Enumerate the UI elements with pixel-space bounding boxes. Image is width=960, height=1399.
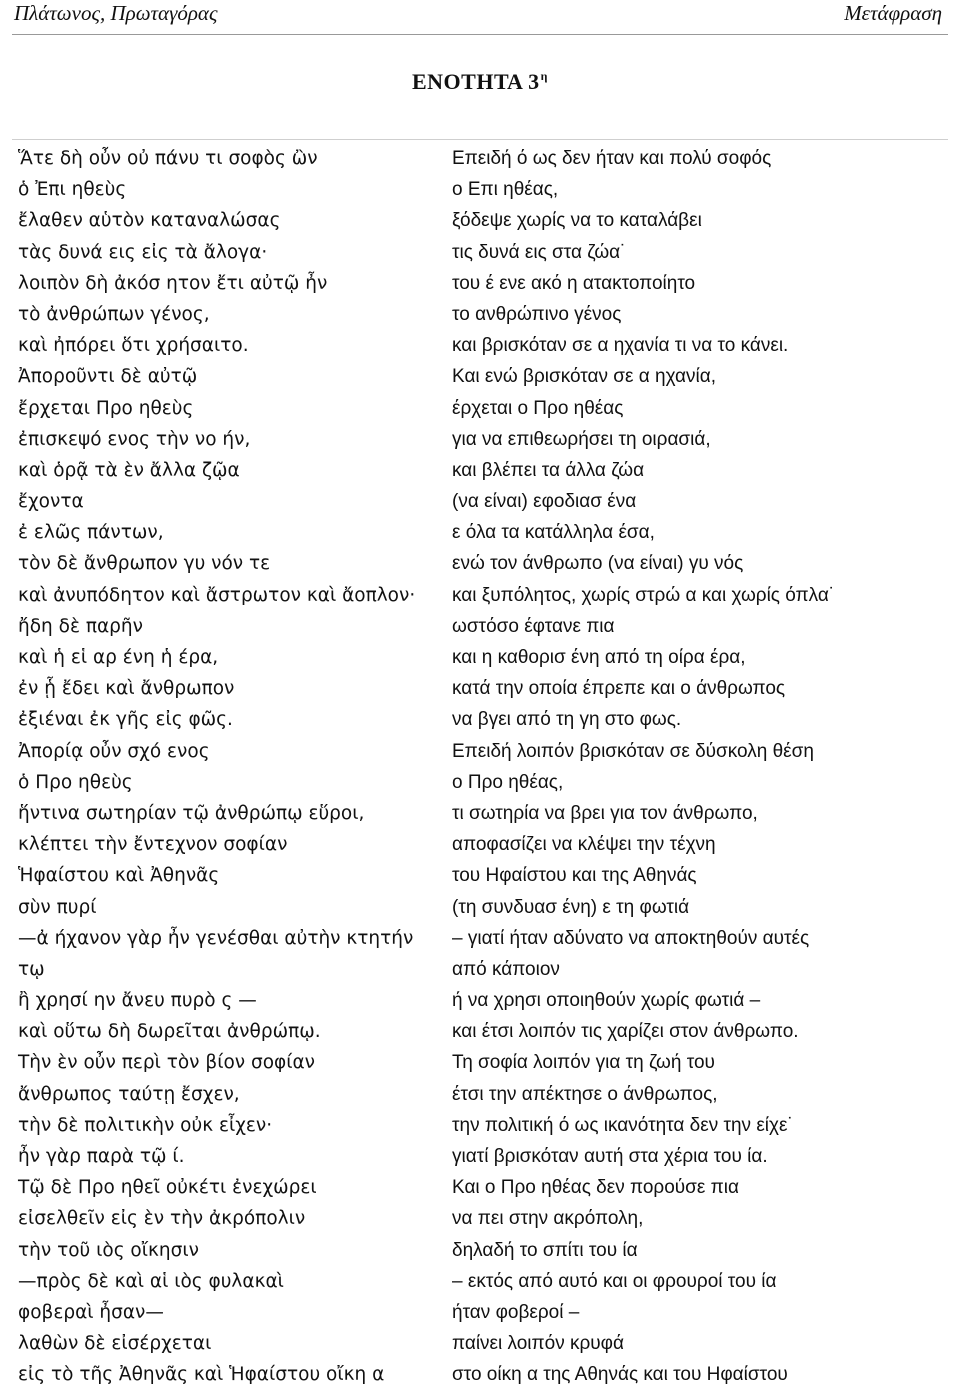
translation-line: Επειδή λοιπόν βρισκόταν σε δύσκολη θέση (452, 740, 814, 762)
ancient-text-line: ἐξιέναι ἐκ γῆς εἰς φῶς. (18, 709, 233, 731)
ancient-text-line: ἔχοντα (18, 491, 84, 513)
translation-line: – γιατί ήταν αδύνατο να αποκτηθούν αυτές (452, 927, 810, 949)
header-work-title: Πλάτωνος, Πρωταγόρας (14, 1, 218, 25)
translation-line: Τη σοφία λοιπόν για τη ζωή του (452, 1052, 715, 1074)
ancient-text-line: ἐν ᾗ ἔδει καὶ ἄνθρωπον (18, 678, 235, 700)
translation-line: ξόδεψε χωρίς να το καταλάβει (452, 210, 702, 232)
ancient-text-column (18, 143, 438, 1391)
ancient-text-line: ἢ χρησί ην ἄνευ πυρὸ ς — (18, 990, 257, 1012)
translation-line: κατά την οποία έπρεπε και ο άνθρωπος (452, 678, 786, 700)
translation-line: ή να χρησι οποιηθούν χωρίς φωτιά – (452, 990, 761, 1012)
translation-line: Επειδή ό ως δεν ήταν και πολύ σοφός (452, 148, 772, 169)
header-translation-label: Μετάφραση (844, 1, 942, 25)
ancient-text-line: ὁ Ἐπι ηθεὺς (18, 179, 127, 201)
ancient-text-line: λοιπὸν δὴ ἀκόσ ητον ἔτι αὐτῷ ἦν (18, 272, 328, 294)
ancient-text-line: ἐπισκεψό ενος τὴν νο ήν, (18, 428, 251, 450)
ancient-text-line: Ἡφαίστου καὶ Ἀθηνᾶς (18, 865, 220, 887)
translation-line: το ανθρώπινο γένος (452, 303, 622, 325)
translation-line: ήταν φοβεροί – (452, 1301, 580, 1323)
ancient-text-line: ἄνθρωπος ταύτῃ ἔσχεν, (18, 1083, 240, 1105)
translation-line: του Ηφαίστου και της Αθηνάς (452, 865, 697, 887)
header-divider (12, 34, 948, 35)
translation-line: για να επιθεωρήσει τη οιρασιά, (452, 428, 711, 450)
ancient-text-line: —ἀ ήχανον γὰρ ἦν γενέσθαι αὐτὴν κτητήν (18, 927, 414, 949)
translation-line: και η καθορισ ένη από τη οίρα έρα, (452, 647, 746, 668)
section-title (0, 69, 960, 95)
ancient-text-line: τὸν δὲ ἄνθρωπον γυ νόν τε (18, 553, 271, 575)
translation-line: στο οίκη α της Αθηνάς και του Ηφαίστου (452, 1364, 788, 1386)
ancient-text-line: ἥντινα σωτηρίαν τῷ ἀνθρώπῳ εὕροι, (18, 802, 365, 824)
translation-line: να πει στην ακρόπολη, (452, 1208, 644, 1230)
translation-line: τι σωτηρία να βρει για τον άνθρωπο, (452, 802, 758, 824)
translation-line: ο Επι ηθέας, (452, 179, 559, 201)
ancient-text-line: ἦν γὰρ παρὰ τῷ ί. (18, 1146, 185, 1167)
translation-line: δηλαδή το σπίτι του ία (452, 1239, 638, 1261)
translation-line: Και ο Προ ηθέας δεν πορούσε πια (452, 1177, 739, 1199)
translation-line: και βρισκόταν σε α ηχανία τι να το κάνει. (452, 335, 789, 357)
translation-line: να βγει από τη γη στο φως. (452, 709, 682, 731)
ancient-text-line: καὶ ἀνυπόδητον καὶ ἄστρωτον καὶ ἄοπλον· (18, 584, 416, 606)
ancient-text-line: τὴν τοῦ ιὸς οἴκησιν (18, 1239, 199, 1261)
translation-line: Και ενώ βρισκόταν σε α ηχανία, (452, 366, 716, 388)
translation-line: έρχεται ο Προ ηθέας (452, 397, 624, 419)
translation-line: και βλέπει τα άλλα ζώα (452, 459, 645, 481)
translation-line: και ξυπόλητος, χωρίς στρώ α και χωρίς όπλα˙ (452, 584, 836, 606)
translation-line: γιατί βρισκόταν αυτή στα χέρια του ία. (452, 1146, 768, 1167)
translation-line: ο Προ ηθέας, (452, 771, 564, 793)
ancient-text-line: Ἀπορίᾳ οὖν σχό ενος (18, 740, 210, 762)
ancient-text-line: φοβεραὶ ἦσαν— (18, 1301, 164, 1323)
ancient-text-line: τὴν δὲ πολιτικὴν οὐκ εἶχεν· (18, 1114, 273, 1136)
translation-line: ωστόσο έφτανε πια (452, 615, 615, 637)
ancient-text-line: τὰς δυνά εις εἰς τὰ ἄλογα· (18, 241, 268, 263)
ancient-text-line: τῳ (18, 958, 45, 980)
translation-line: του έ ενε ακό η ατακτοποίητο (452, 272, 696, 294)
ancient-text-line: καὶ ἡ εἱ αρ ένη ἡ έρα, (18, 647, 219, 668)
translation-line: – εκτός από αυτό και οι φρουροί του ία (452, 1270, 777, 1292)
ancient-text-line: λαθὼν δὲ εἰσέρχεται (18, 1333, 212, 1355)
section-title-suffix: η (540, 69, 548, 83)
ancient-text-line: καὶ οὕτω δὴ δωρεῖται ἀνθρώπῳ. (18, 1021, 321, 1043)
translation-line: παίνει λοιπόν κρυφά (452, 1333, 624, 1355)
translation-line: την πολιτική ό ως ικανότητα δεν την είχε˙ (452, 1114, 794, 1136)
ancient-text-line: ὁ Προ ηθεὺς (18, 771, 133, 793)
ancient-text-line: ἔλαθεν αὑτὸν καταναλώσας (18, 210, 281, 232)
ancient-text-line: Ἅτε δὴ οὖν οὐ πάνυ τι σοφὸς ὢν (18, 148, 318, 169)
translation-line: και έτσι λοιπόν τις χαρίζει στον άνθρωπο. (452, 1021, 799, 1043)
ancient-text-line: καὶ ὁρᾷ τὰ ὲν ἄλλα ζῷα (18, 459, 240, 481)
translation-line: αποφασίζει να κλέψει την τέχνη (452, 834, 716, 856)
ancient-text-line: εἰς τὸ τῆς Ἀθηνᾶς καὶ Ἡφαίστου οἴκη α (18, 1364, 385, 1386)
page-header (0, 0, 960, 30)
ancient-text-line: κλέπτει τὴν ἔντεχνον σοφίαν (18, 834, 288, 856)
section-title-text: ΕΝΟΤΗΤΑ 3 (412, 69, 540, 94)
ancient-text-line: τὸ ἀνθρώπων γένος, (18, 303, 210, 325)
ancient-text-line: Τῷ δὲ Προ ηθεῖ οὐκέτι ἐνεχώρει (18, 1177, 317, 1199)
translation-line: από κάποιον (452, 958, 560, 980)
ancient-text-line: ἔρχεται Προ ηθεὺς (18, 397, 194, 419)
translation-line: έτσι την απέκτησε ο άνθρωπος, (452, 1083, 718, 1105)
translation-line: (να είναι) εφοδιασ ένα (452, 491, 637, 513)
ancient-text-line: σὺν πυρί (18, 896, 97, 918)
translation-column (452, 143, 952, 1391)
ancient-text-line: εἰσελθεῖν εἰς ὲν τὴν ἀκρόπολιν (18, 1208, 306, 1230)
ancient-text-line: Ἀποροῦντι δὲ αὐτῷ (18, 366, 198, 388)
ancient-text-line: —πρὸς δὲ καὶ αἱ ιὸς φυλακαὶ (18, 1270, 284, 1292)
ancient-text-line: Τὴν ὲν οὖν περὶ τὸν βίον σοφίαν (18, 1052, 316, 1074)
ancient-text-line: ἤδη δὲ παρῆν (18, 615, 143, 637)
translation-line: ε όλα τα κατάλληλα έσα, (452, 522, 655, 544)
translation-line: (τη συνδυασ ένη) ε τη φωτιά (452, 896, 690, 918)
ancient-text-line: ἐ ελῶς πάντων, (18, 522, 164, 544)
translation-line: ενώ τον άνθρωπο (να είναι) γυ νός (452, 553, 744, 575)
table-top-divider (12, 139, 948, 140)
translation-line: τις δυνά εις στα ζώα˙ (452, 241, 627, 263)
ancient-text-line: καὶ ἠπόρει ὅτι χρήσαιτο. (18, 335, 249, 357)
